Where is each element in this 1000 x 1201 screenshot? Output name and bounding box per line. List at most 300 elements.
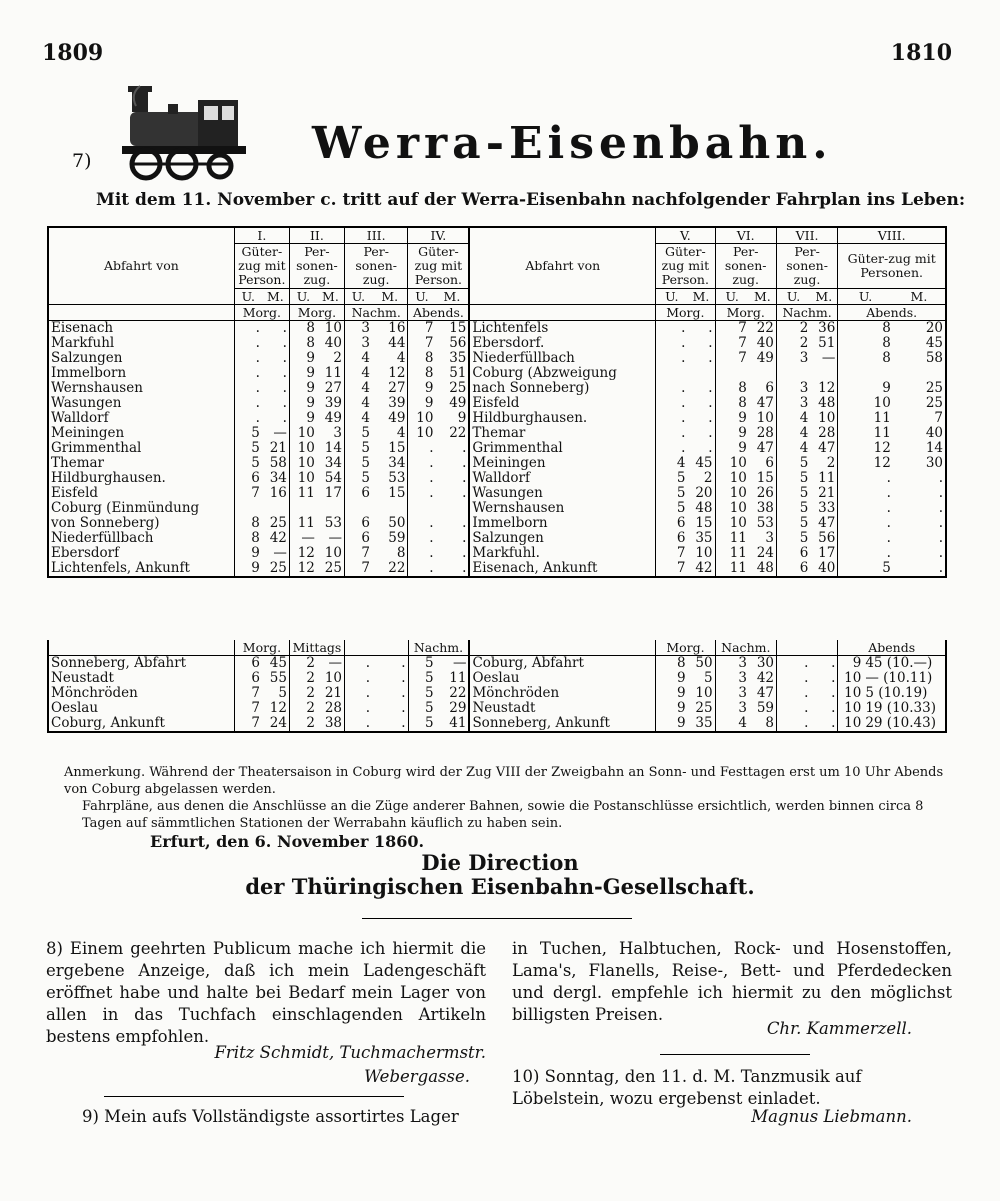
table-row	[48, 351, 946, 366]
time-cell: 45	[269, 655, 287, 671]
time-cell: 42	[695, 561, 713, 576]
time-cell: .	[282, 366, 287, 381]
time-cell: 2	[333, 351, 342, 366]
table-row	[48, 501, 946, 516]
time-cell: 28	[756, 426, 774, 441]
table-row	[48, 381, 946, 396]
time-cell: 11	[289, 486, 317, 501]
time-cell: 53	[388, 471, 406, 486]
time-cell: .	[938, 486, 943, 501]
train-number: II.	[289, 227, 344, 244]
time-cell	[344, 501, 372, 516]
time-cell: 8	[838, 351, 893, 366]
time-cell: 47	[818, 516, 836, 531]
hour-header: U.	[715, 289, 749, 305]
time-cell: 10	[317, 321, 345, 337]
time-cell: 11	[324, 366, 342, 381]
time-cell: 2	[289, 656, 317, 672]
time-cell: .	[462, 516, 467, 531]
time-cell: 38	[324, 716, 342, 731]
train-type: Güter-zug mit Person.	[234, 244, 289, 289]
time-cell: .	[656, 336, 688, 351]
station-name: Ebersdorf.	[469, 336, 655, 351]
time-cell	[810, 366, 838, 381]
time-cell: .	[462, 486, 467, 501]
period-label: Morg.	[289, 305, 344, 321]
time-cell: .	[408, 531, 436, 546]
time-cell: 34	[388, 456, 406, 471]
table-row	[48, 411, 946, 426]
time-cell: 7	[344, 561, 372, 577]
time-cell: .	[938, 501, 943, 516]
time-cell: 15	[756, 471, 774, 486]
time-cell: 48	[818, 396, 836, 411]
time-cell: .	[656, 351, 688, 366]
time-cell: 35	[695, 716, 713, 731]
time-cell: .	[462, 561, 467, 576]
time-cell: 9	[289, 366, 317, 381]
time-cell: 24	[269, 716, 287, 731]
table-row	[48, 486, 946, 501]
table-row	[48, 656, 946, 672]
time-cell: 21	[818, 486, 836, 501]
time-cell: 9	[656, 716, 688, 732]
time-cell: 3	[776, 351, 810, 366]
time-cell: 9	[656, 671, 688, 686]
time-cell: 17	[818, 546, 836, 561]
time-cell: 5	[408, 686, 436, 701]
station-column-header: Abfahrt von	[469, 227, 655, 305]
time-cell: .	[234, 366, 262, 381]
station-name: Markfuhl	[51, 336, 115, 351]
time-cell: 56	[449, 336, 467, 351]
time-cell: 2	[289, 671, 317, 686]
time-cell: 35	[449, 351, 467, 366]
time-cell: 30	[925, 456, 943, 471]
time-cell: 28	[818, 426, 836, 441]
station-name: Markfuhl.	[469, 546, 655, 561]
station-name: Coburg (Abzweigung	[469, 366, 655, 381]
table-row	[48, 396, 946, 411]
time-cell: 7	[408, 321, 436, 337]
time-cell: 3	[715, 686, 749, 701]
page-number-left: 1809	[42, 40, 104, 66]
time-cell: .	[938, 531, 943, 546]
time-cell: 8	[408, 366, 436, 381]
time-cell: 5	[234, 456, 262, 471]
time-cell: 40	[324, 336, 342, 351]
time-cell: .	[831, 716, 836, 731]
time-cell: .	[401, 716, 406, 731]
ad-10-signature: Magnus Liebmann.	[751, 1107, 912, 1126]
time-cell: 7	[408, 336, 436, 351]
station-name: Mönchröden	[469, 686, 655, 701]
time-cell: .	[345, 701, 373, 716]
time-cell: 10	[838, 716, 863, 732]
time-cell: 10	[838, 701, 863, 716]
time-cell: 9	[289, 396, 317, 411]
hour-header: U.	[234, 289, 262, 305]
time-cell: 11	[715, 561, 749, 577]
time-cell: 4	[776, 426, 810, 441]
time-cell: 34	[269, 471, 287, 486]
time-cell: 5	[776, 456, 810, 471]
time-cell: .	[234, 351, 262, 366]
time-cell: 5	[278, 686, 287, 701]
time-cell: 45	[695, 456, 713, 471]
time-cell: 7	[934, 411, 943, 426]
time-cell: 4	[344, 411, 372, 426]
time-cell: .	[938, 546, 943, 561]
time-cell-theatre: 19 (10.33)	[865, 701, 936, 716]
time-cell: 12	[838, 441, 893, 456]
time-cell: .	[831, 655, 836, 671]
time-cell: 15	[388, 486, 406, 501]
time-cell: .	[708, 441, 713, 456]
time-cell: .	[408, 546, 436, 561]
time-cell: .	[938, 471, 943, 486]
time-cell: 9	[408, 381, 436, 396]
period-spacer	[469, 305, 655, 321]
time-cell: 8	[234, 516, 262, 531]
train-number: VI.	[715, 227, 776, 244]
time-cell: 47	[818, 441, 836, 456]
station-name: Meiningen	[469, 456, 655, 471]
time-cell: .	[282, 351, 287, 366]
time-cell: 11	[715, 546, 749, 561]
time-cell: 44	[388, 336, 406, 351]
time-cell: 14	[324, 441, 342, 456]
time-cell: .	[838, 486, 893, 501]
period-label: Mittags	[289, 640, 344, 656]
station-name: Walldorf	[469, 471, 655, 486]
time-cell-theatre: 29 (10.43)	[865, 716, 936, 731]
time-cell: 10	[695, 686, 713, 701]
time-cell: 6	[656, 531, 688, 546]
time-cell: 6	[234, 471, 262, 486]
page-number-right: 1810	[890, 40, 952, 66]
time-cell: 6	[344, 486, 372, 501]
time-cell: 10	[715, 471, 749, 486]
time-cell: 15	[388, 441, 406, 456]
time-cell: 20	[695, 486, 713, 501]
time-cell: 49	[449, 396, 467, 411]
time-cell: 25	[269, 516, 287, 531]
time-cell: .	[282, 411, 287, 426]
time-cell: 34	[324, 456, 342, 471]
period-label: Nachm.	[715, 640, 776, 656]
station-name: Oeslau	[51, 701, 99, 716]
period-label: Morg.	[656, 305, 715, 321]
time-cell: 5	[344, 426, 372, 441]
ad-9-continuation: in Tuchen, Halbtuchen, Rock- und Hosenstoffen, Lama's, Flanells, Reise-, Bett- und Pferdedecken und dergl. empfehle ich hiermit zu den möglichst billigsten Preisen.	[512, 939, 952, 1024]
time-cell: .	[656, 396, 688, 411]
time-cell: 5	[776, 486, 810, 501]
station-name: Wasungen	[469, 486, 655, 501]
locomotive-icon	[120, 84, 250, 184]
time-cell: 49	[756, 351, 774, 366]
time-cell: 10	[715, 486, 749, 501]
time-cell: 25	[925, 381, 943, 396]
station-name: Wernshausen	[51, 381, 143, 396]
table-row	[48, 471, 946, 486]
time-cell: 2	[289, 686, 317, 701]
time-cell: 11	[818, 471, 836, 486]
time-cell: 30	[756, 655, 775, 671]
station-name: Immelborn	[469, 516, 655, 531]
time-cell: 21	[324, 686, 342, 701]
time-cell: 17	[324, 486, 342, 501]
train-type: Güter-zug mit Person.	[408, 244, 469, 289]
time-cell: 25	[269, 561, 287, 576]
timetable-branch	[47, 640, 947, 733]
time-cell: 7	[234, 701, 262, 716]
train-type: Per-sonen-zug.	[776, 244, 837, 289]
time-cell: —	[452, 655, 467, 671]
ad-8-signature: Fritz Schmidt, Tuchmachermstr.	[214, 1043, 486, 1062]
time-cell: 2	[776, 321, 810, 337]
table-row	[48, 531, 946, 546]
time-cell: .	[462, 456, 467, 471]
time-cell: 6	[776, 561, 810, 577]
time-cell: 10	[838, 396, 893, 411]
period-spacer	[469, 640, 655, 656]
period-label: Morg.	[656, 640, 715, 656]
time-cell: .	[345, 716, 373, 732]
station-name: Niederfüllbach	[469, 351, 655, 366]
time-cell: 10	[695, 546, 713, 561]
station-name: Hildburghausen.	[469, 411, 655, 426]
time-cell: 8	[396, 546, 406, 561]
time-cell: .	[401, 655, 406, 671]
time-cell: 9	[234, 561, 262, 577]
time-cell: 5	[234, 441, 262, 456]
time-cell: 10	[289, 471, 317, 486]
time-cell: 12	[838, 456, 893, 471]
time-cell: 5	[344, 456, 372, 471]
station-name: Wasungen	[51, 396, 122, 411]
ad-8-text: 8) Einem geehrten Publicum mache ich hiermit die ergebene Anzeige, daß ich mein Ladengeschäft eröffnet habe und halte bei Bedarf mein Lager von allen in das Tuchfach einschlagenden Artikeln bestens empfohlen.	[46, 939, 486, 1046]
time-cell: .	[831, 701, 836, 716]
time-cell: .	[345, 671, 373, 686]
time-cell: .	[462, 471, 467, 486]
station-name: Sonneberg, Abfahrt	[51, 655, 187, 671]
time-cell: 11	[715, 531, 749, 546]
time-cell: .	[708, 381, 713, 396]
time-cell: 5	[408, 671, 436, 686]
period-label: Abends.	[838, 305, 946, 321]
time-cell: .	[656, 411, 688, 426]
station-name: Niederfüllbach	[51, 531, 154, 546]
period-label: Nachm.	[776, 305, 837, 321]
train-number: IV.	[408, 227, 469, 244]
station-name: Coburg, Ankunft	[51, 716, 165, 731]
station-name: Neustadt	[51, 671, 114, 686]
time-cell: 2	[289, 701, 317, 716]
time-cell: 6	[765, 381, 774, 396]
time-cell: .	[831, 686, 836, 701]
time-cell: 7	[715, 351, 749, 366]
time-cell: 6	[776, 546, 810, 561]
time-cell: 8	[765, 716, 775, 731]
time-cell: .	[401, 701, 406, 716]
time-cell: 3	[776, 381, 810, 396]
time-cell: 7	[234, 686, 262, 701]
minute-header: M.	[687, 289, 715, 305]
station-name: Oeslau	[469, 671, 655, 686]
time-cell: 26	[756, 486, 774, 501]
time-cell: 8	[715, 381, 749, 396]
train-type: Güter-zug mit Person.	[656, 244, 715, 289]
time-cell: 5	[344, 441, 372, 456]
period-spacer	[48, 305, 234, 321]
time-cell: .	[408, 561, 436, 577]
ad-9-signature: Chr. Kammerzell.	[766, 1019, 912, 1038]
table-row	[48, 701, 946, 716]
time-cell-theatre: 5 (10.19)	[865, 686, 928, 701]
station-name: Ebersdorf	[51, 546, 120, 561]
time-cell: 10	[838, 671, 863, 686]
station-name: von Sonneberg)	[51, 516, 160, 531]
time-cell: 50	[388, 516, 406, 531]
time-cell: .	[708, 351, 713, 366]
time-cell: 10	[289, 441, 317, 456]
station-name: Meiningen	[51, 426, 125, 441]
time-cell: 25	[449, 381, 467, 396]
time-cell: 8	[656, 656, 688, 672]
time-cell	[372, 501, 408, 516]
time-cell: 49	[324, 411, 342, 426]
timetable-intro: Mit dem 11. November c. tritt auf der Werra-Eisenbahn nachfolgender Fahrplan ins Leben:	[96, 190, 966, 210]
time-cell: 29	[449, 701, 467, 716]
station-name: Hildburghausen.	[51, 471, 166, 486]
time-cell: 58	[269, 456, 287, 471]
time-cell: 12	[289, 546, 317, 561]
time-cell	[262, 501, 290, 516]
minute-header: M.	[893, 289, 946, 305]
time-cell: 41	[449, 716, 467, 731]
time-cell: 22	[449, 426, 467, 441]
station-name: Eisfeld	[469, 396, 655, 411]
station-name: Eisenach, Ankunft	[469, 561, 655, 577]
station-name: Coburg (Einmündung	[51, 501, 200, 516]
time-cell: 7	[656, 546, 688, 561]
time-cell: 5	[656, 486, 688, 501]
time-cell: 27	[324, 381, 342, 396]
time-cell: 49	[388, 411, 406, 426]
period-label: Morg.	[234, 305, 289, 321]
time-cell: 36	[810, 321, 838, 337]
minute-header: M.	[810, 289, 838, 305]
time-cell: 39	[388, 396, 406, 411]
time-cell: 11	[289, 516, 317, 531]
time-cell: .	[708, 411, 713, 426]
time-cell: 4	[344, 351, 372, 366]
time-cell: 9	[289, 411, 317, 426]
table-row	[48, 686, 946, 701]
time-cell: 5	[344, 471, 372, 486]
time-cell: 10	[715, 501, 749, 516]
period-label: Abends.	[408, 305, 469, 321]
table-row	[48, 546, 946, 561]
table-row	[48, 456, 946, 471]
time-cell: .	[462, 546, 467, 561]
time-cell: 5	[234, 426, 262, 441]
table-row	[48, 516, 946, 531]
time-cell	[289, 501, 317, 516]
time-cell: 16	[372, 321, 408, 337]
time-cell: —	[328, 655, 342, 671]
time-cell: 10	[289, 456, 317, 471]
station-name: Grimmenthal	[469, 441, 655, 456]
time-cell: 7	[656, 561, 688, 577]
train-number: I.	[234, 227, 289, 244]
time-cell: .	[345, 656, 373, 672]
hour-header: U.	[289, 289, 317, 305]
time-cell: .	[401, 686, 406, 701]
time-cell: 45	[925, 336, 943, 351]
time-cell: .	[282, 396, 287, 411]
time-cell: 3	[776, 396, 810, 411]
time-cell: .	[462, 441, 467, 456]
time-cell: 40	[756, 336, 774, 351]
time-cell: 3	[344, 321, 372, 337]
time-cell: 58	[925, 351, 943, 366]
time-cell: —	[273, 546, 287, 561]
time-cell: .	[262, 321, 290, 337]
station-name: Neustadt	[469, 701, 655, 716]
time-cell: 39	[324, 396, 342, 411]
train-type: Per-sonen-zug.	[289, 244, 344, 289]
hour-header: U.	[408, 289, 436, 305]
minute-header: M.	[372, 289, 408, 305]
note-anmerkung: Anmerkung. Während der Theatersaison in Coburg wird der Zug VIII der Zweigbahn an Sonn- und Festtagen erst um 10 Uhr Abends von Coburg abgelassen werden.	[64, 765, 944, 797]
minute-header: M.	[749, 289, 777, 305]
hour-header: U.	[776, 289, 810, 305]
time-cell: .	[408, 471, 436, 486]
time-cell: 11	[838, 411, 893, 426]
separator-rule	[362, 918, 632, 919]
time-cell: 2	[289, 716, 317, 732]
time-cell: 11	[838, 426, 893, 441]
time-cell: 25	[925, 396, 943, 411]
station-name: Coburg, Abfahrt	[469, 656, 655, 672]
time-cell: 33	[818, 501, 836, 516]
time-cell: .	[408, 456, 436, 471]
time-cell: 54	[324, 471, 342, 486]
time-cell: 9	[838, 656, 863, 672]
time-cell: .	[708, 426, 713, 441]
time-cell: 21	[269, 441, 287, 456]
time-cell	[776, 366, 810, 381]
time-cell: 8	[838, 321, 893, 337]
time-cell: 4	[776, 411, 810, 426]
time-cell: 8	[715, 396, 749, 411]
time-cell: 9	[408, 396, 436, 411]
time-cell: 10	[818, 411, 836, 426]
time-cell: .	[838, 516, 893, 531]
time-cell: 8	[838, 336, 893, 351]
time-cell: .	[462, 531, 467, 546]
table-row	[48, 321, 946, 337]
station-name: Lichtenfels	[469, 321, 655, 337]
direction-company: der Thüringischen Eisenbahn-Gesellschaft.	[245, 874, 755, 899]
time-cell: .	[234, 321, 262, 337]
train-number: V.	[656, 227, 715, 244]
time-cell: 10	[324, 671, 342, 686]
hour-header: U.	[656, 289, 688, 305]
time-cell: 3	[333, 426, 342, 441]
